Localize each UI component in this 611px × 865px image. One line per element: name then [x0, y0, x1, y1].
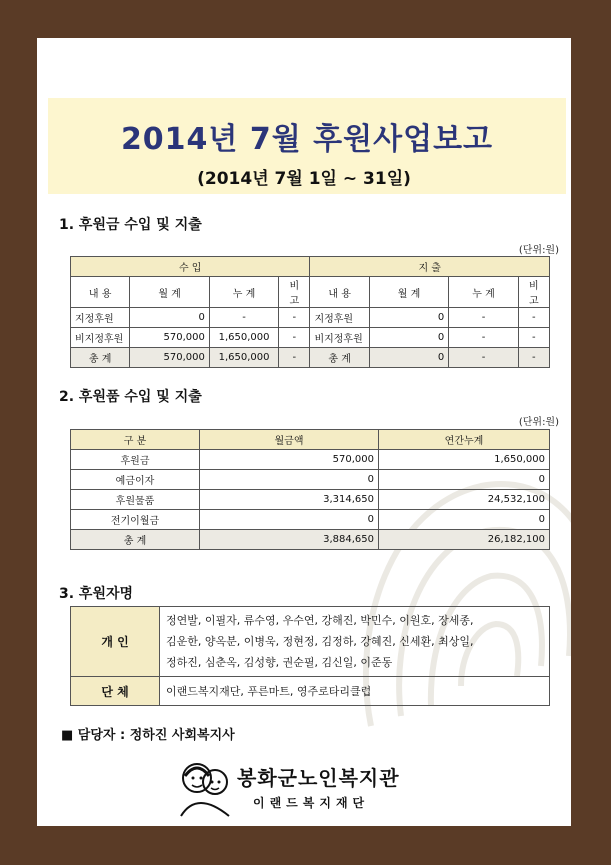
donation-income-expense-table — [70, 256, 550, 368]
col-header: 비 고 — [518, 277, 549, 308]
individual-names-line: 정하진, 심춘옥, 김성향, 권순필, 김신일, 이준동 — [166, 656, 393, 669]
group-names: 이랜드복지재단, 푸른마트, 영주로타리클럽 — [160, 677, 550, 706]
group-label: 단 체 — [71, 677, 160, 706]
cell: 1,650,000 — [209, 348, 278, 368]
table-row — [71, 510, 550, 530]
cell: 비지정후원 — [71, 328, 130, 348]
donor-names-table — [70, 606, 550, 706]
cell: 570,000 — [130, 348, 209, 368]
col-header: 월금액 — [200, 430, 379, 450]
individual-names-line: 김운한, 양옥분, 이병욱, 정현정, 김정하, 강혜진, 신세환, 최상일, — [166, 635, 474, 648]
cell: 570,000 — [200, 450, 379, 470]
cell: 0 — [200, 470, 379, 490]
section-3-heading: 3. 후원자명 — [59, 586, 134, 602]
table-row — [71, 308, 550, 328]
cell: 후원물품 — [71, 490, 200, 510]
col-header: 내 용 — [71, 277, 130, 308]
total-row — [71, 348, 550, 368]
table-row — [71, 450, 550, 470]
cell: - — [279, 308, 310, 328]
cell: 1,650,000 — [379, 450, 550, 470]
table-row — [71, 490, 550, 510]
cell: - — [279, 348, 310, 368]
section-2-unit: (단위:원) — [518, 417, 559, 428]
contact-person: ■ 담당자 : 정하진 사회복지사 — [61, 728, 235, 743]
cell: - — [518, 348, 549, 368]
document-page — [37, 38, 571, 826]
cell: 570,000 — [130, 328, 209, 348]
cell: - — [449, 308, 518, 328]
organization-name: 봉화군노인복지관 — [237, 766, 400, 790]
cell: 총 계 — [310, 348, 369, 368]
report-title: 2014년 7월 후원사업보고 — [120, 122, 494, 157]
col-header: 비 고 — [279, 277, 310, 308]
cell: 3,314,650 — [200, 490, 379, 510]
cell: 26,182,100 — [379, 530, 550, 550]
cell: 0 — [379, 470, 550, 490]
cell: - — [518, 328, 549, 348]
section-1-heading: 1. 후원금 수입 및 지출 — [59, 217, 202, 233]
goods-income-table — [70, 429, 550, 550]
col-header: 내 용 — [310, 277, 369, 308]
individual-label: 개 인 — [71, 607, 160, 677]
cell: 지정후원 — [71, 308, 130, 328]
cell: 24,532,100 — [379, 490, 550, 510]
section-1-unit: (단위:원) — [518, 245, 559, 256]
total-row — [71, 530, 550, 550]
cell: - — [209, 308, 278, 328]
col-header: 누 계 — [209, 277, 278, 308]
col-header: 구 분 — [71, 430, 200, 450]
cell: - — [449, 328, 518, 348]
col-header: 월 계 — [130, 277, 209, 308]
cell: 0 — [379, 510, 550, 530]
cell: 지정후원 — [310, 308, 369, 328]
cell: - — [449, 348, 518, 368]
cell: - — [518, 308, 549, 328]
cell: 총 계 — [71, 348, 130, 368]
individual-names-line: 정연발, 이필자, 류수영, 우수연, 강해진, 박민수, 이원호, 장세종, — [166, 614, 474, 627]
elder-couple-icon — [175, 754, 235, 820]
cell: 0 — [369, 348, 448, 368]
cell: 0 — [369, 328, 448, 348]
cell: 전기이월금 — [71, 510, 200, 530]
income-header: 수 입 — [71, 257, 310, 277]
col-header: 누 계 — [449, 277, 518, 308]
cell: - — [279, 328, 310, 348]
section-2-heading: 2. 후원품 수입 및 지출 — [59, 389, 202, 405]
cell: 후원금 — [71, 450, 200, 470]
organization-foundation: 이랜드복지재단 — [253, 796, 370, 810]
cell: 예금이자 — [71, 470, 200, 490]
cell: 0 — [130, 308, 209, 328]
expense-header: 지 출 — [310, 257, 550, 277]
table-row — [71, 328, 550, 348]
organization-logo — [175, 754, 435, 820]
cell: 3,884,650 — [200, 530, 379, 550]
col-header: 연간누계 — [379, 430, 550, 450]
cell: 총 계 — [71, 530, 200, 550]
report-period: (2014년 7월 1일 ~ 31일) — [197, 169, 411, 189]
cell: 0 — [369, 308, 448, 328]
cell: 비지정후원 — [310, 328, 369, 348]
table-row — [71, 470, 550, 490]
cell: 1,650,000 — [209, 328, 278, 348]
cell: 0 — [200, 510, 379, 530]
col-header: 월 계 — [369, 277, 448, 308]
